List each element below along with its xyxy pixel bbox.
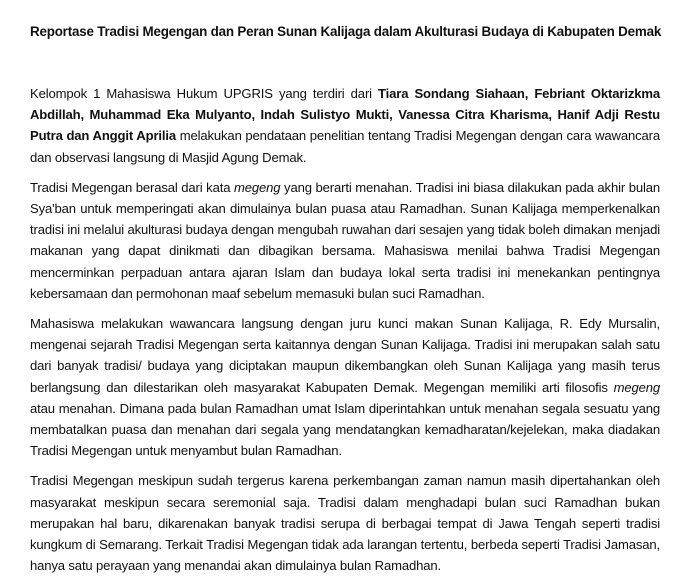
paragraph-interview: [30, 313, 660, 461]
paragraph-origin-part-2: yang berarti menahan. Tradisi ini biasa dilakukan pada akhir bulan Sya'ban untuk memperingati akan dimulainya bulan puasa atau Ramadhan. Sunan Kalijaga memperkenalkan tradisi ini melalui akulturasi budaya dengan mengubah ruwahan dari sesajen yang tidak boleh dimakan menjadi makanan yang dapat dinikmati dan dibagikan bersama. Mahasiswa menilai bahwa Tradisi Megengan mencerminkan perpaduan antara ajaran Islam dan budaya lokal serta tradisi ini menekankan pentingnya kebersamaan dan permohonan maaf sebelum memasuki bulan suci Ramadhan.: [30, 179, 660, 301]
paragraph-intro-lead: Kelompok 1 Mahasiswa Hukum UPGRIS yang terdiri dari: [30, 86, 379, 101]
paragraph-interview-part-2: atau menahan. Dimana pada bulan Ramadhan umat Islam diperintahkan untuk menahan segala sesuatu yang membatalkan puasa dan menahan dari segala yang mendatangkan kemadharatan/kejelekan, maka diadakan Tradisi Megengan untuk menyambut bulan Ramadhan.: [30, 400, 660, 459]
paragraph-origin: [30, 177, 660, 304]
paragraph-interview-part-1: Mahasiswa melakukan wawancara langsung dengan juru kunci makan Sunan Kalijaga, R. Edy Mursalin, mengenai sejarah Tradisi Megengan serta kaitannya dengan Sunan Kalijaga. Tradisi ini merupakan salah satu dari banyak tradisi/ budaya yang diciptakan maupun dikembangkan oleh Sunan Kalijaga yang masih terus berlangsung dan dilestarikan oleh masyarakat Kabupaten Demak. Megengan memiliki arti filosofis: [30, 316, 660, 395]
paragraph-intro: [30, 83, 660, 168]
term-megeng: megeng: [613, 379, 660, 395]
paragraph-preservation: Tradisi Megengan meskipun sudah tergerus karena perkembangan zaman namun masih dipertahankan oleh masyarakat meskipun secara seremonial saja. Tradisi dalam menghadapi bulan suci Ramadhan bukan merupakan hal baru, dikarenakan banyak tradisi serupa di berbagai tempat di Jawa Tengah seperti tradisi kungkum di Semarang. Terkait Tradisi Megengan tidak ada larangan tertentu, berbeda seperti Tradisi Jamasan, hanya satu perayaan yang menandai akan dimulainya bulan Ramadhan.: [30, 473, 660, 574]
paragraph-origin-part-1: Tradisi Megengan berasal dari kata: [30, 179, 234, 195]
term-megeng: megeng: [233, 179, 281, 195]
document-title: Reportase Tradisi Megengan dan Peran Sunan Kalijaga dalam Akulturasi Budaya di Kabupaten Demak: [30, 24, 662, 39]
member-names: Tiara Sondang Siahaan, Febriant Oktarizkma Abdillah, Muhammad Eka Mulyanto, Indah Sulistyo Mukti, Vanessa Citra Kharisma, Hanif Adji Restu Putra dan Anggit Aprilia: [30, 86, 660, 144]
paragraph-intro-rest: melakukan pendataan penelitian tentang Tradisi Megengan dengan cara wawancara dan observasi langsung di Masjid Agung Demak.: [30, 128, 660, 165]
